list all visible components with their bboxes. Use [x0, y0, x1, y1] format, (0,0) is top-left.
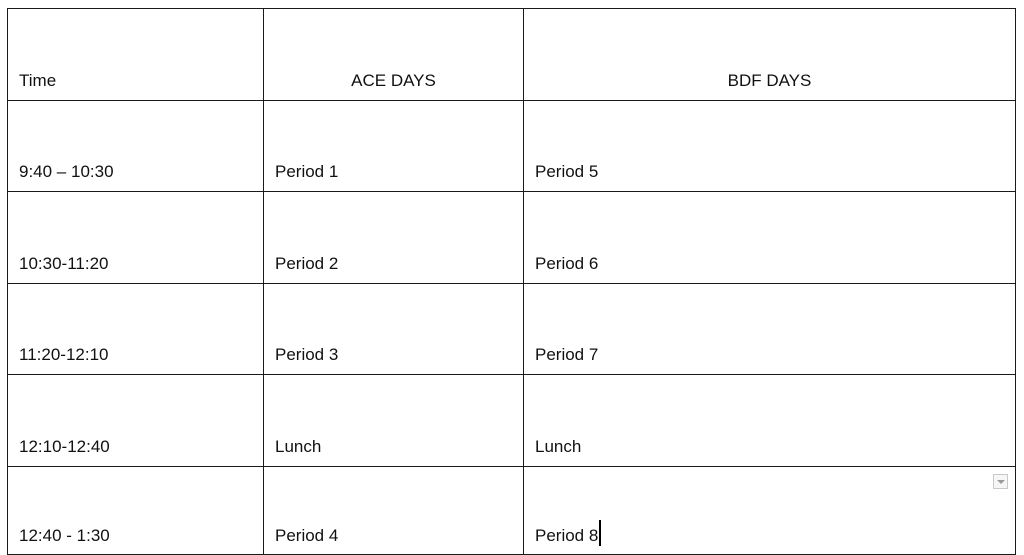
bdf-cell[interactable]: Period 5	[524, 101, 1016, 192]
table-row	[8, 284, 1016, 375]
ace-cell[interactable]: Period 2	[264, 192, 524, 284]
table-row	[8, 467, 1016, 555]
header-time[interactable]: Time	[8, 9, 264, 101]
ace-cell[interactable]: Period 3	[264, 284, 524, 375]
bdf-cell-text: Period 8	[535, 526, 599, 545]
chevron-down-icon[interactable]	[993, 474, 1008, 489]
table-row	[8, 101, 1016, 192]
ace-cell[interactable]: Lunch	[264, 375, 524, 467]
bdf-cell-active[interactable]	[524, 467, 1016, 555]
bdf-cell[interactable]: Lunch	[524, 375, 1016, 467]
bdf-cell[interactable]: Period 6	[524, 192, 1016, 284]
header-row	[8, 9, 1016, 101]
header-bdf-days[interactable]: BDF DAYS	[524, 9, 1016, 101]
time-cell[interactable]: 9:40 – 10:30	[8, 101, 264, 192]
ace-cell[interactable]: Period 1	[264, 101, 524, 192]
table-row	[8, 192, 1016, 284]
time-cell[interactable]: 12:10-12:40	[8, 375, 264, 467]
time-cell[interactable]: 11:20-12:10	[8, 284, 264, 375]
schedule-table	[7, 8, 1016, 555]
time-cell[interactable]: 10:30-11:20	[8, 192, 264, 284]
ace-cell[interactable]: Period 4	[264, 467, 524, 555]
header-ace-days[interactable]: ACE DAYS	[264, 9, 524, 101]
bdf-cell[interactable]: Period 7	[524, 284, 1016, 375]
table-row	[8, 375, 1016, 467]
text-cursor	[599, 520, 601, 546]
time-cell[interactable]: 12:40 - 1:30	[8, 467, 264, 555]
